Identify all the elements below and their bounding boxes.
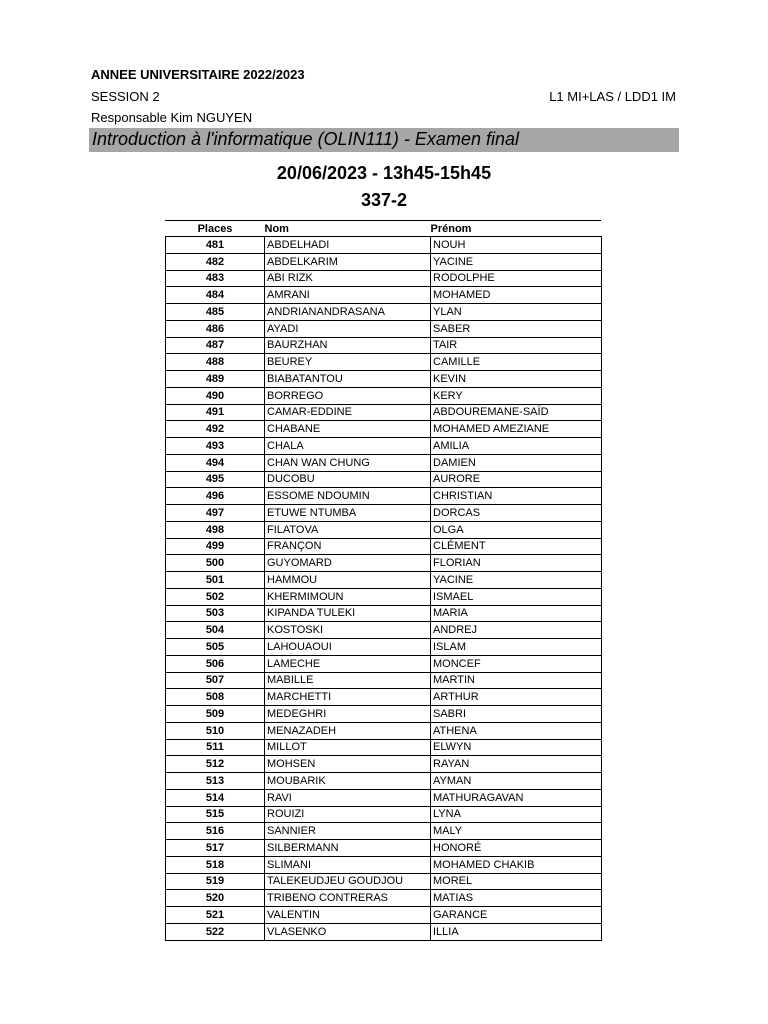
place-cell: 490 — [166, 387, 265, 404]
nom-cell: BORREGO — [265, 387, 431, 404]
nom-cell: RAVI — [265, 789, 431, 806]
place-cell: 483 — [166, 270, 265, 287]
table-row — [166, 287, 602, 304]
prenom-cell: MOHAMED CHAKIB — [431, 856, 602, 873]
table-row — [166, 438, 602, 455]
prenom-cell: MARTIN — [431, 672, 602, 689]
prenom-cell: MARIA — [431, 605, 602, 622]
table-row — [166, 722, 602, 739]
prenom-cell: YLAN — [431, 304, 602, 321]
table-row — [166, 907, 602, 924]
academic-year: ANNEE UNIVERSITAIRE 2022/2023 — [91, 67, 305, 82]
nom-cell: BEUREY — [265, 354, 431, 371]
place-cell: 485 — [166, 304, 265, 321]
table-row — [166, 622, 602, 639]
table-row — [166, 521, 602, 538]
place-cell: 496 — [166, 488, 265, 505]
place-cell: 511 — [166, 739, 265, 756]
table-row — [166, 756, 602, 773]
place-cell: 519 — [166, 873, 265, 890]
table-row — [166, 488, 602, 505]
prenom-cell: HONORÉ — [431, 840, 602, 857]
table-row — [166, 823, 602, 840]
prenom-cell: ILLIA — [431, 923, 602, 940]
place-cell: 501 — [166, 572, 265, 589]
nom-cell: MILLOT — [265, 739, 431, 756]
prenom-cell: AYMAN — [431, 773, 602, 790]
nom-cell: MOUBARIK — [265, 773, 431, 790]
place-cell: 494 — [166, 454, 265, 471]
place-cell: 492 — [166, 421, 265, 438]
place-cell: 513 — [166, 773, 265, 790]
place-cell: 512 — [166, 756, 265, 773]
nom-cell: BIABATANTOU — [265, 371, 431, 388]
nom-cell: AMRANI — [265, 287, 431, 304]
prenom-cell: MOHAMED — [431, 287, 602, 304]
table-row — [166, 505, 602, 522]
nom-cell: CHABANE — [265, 421, 431, 438]
seating-table — [165, 221, 602, 941]
table-row — [166, 320, 602, 337]
prenom-cell: ANDREJ — [431, 622, 602, 639]
nom-cell: BAURZHAN — [265, 337, 431, 354]
nom-cell: MARCHETTI — [265, 689, 431, 706]
nom-cell: SANNIER — [265, 823, 431, 840]
nom-cell: FILATOVA — [265, 521, 431, 538]
table-row — [166, 387, 602, 404]
prenom-cell: ELWYN — [431, 739, 602, 756]
table-row — [166, 806, 602, 823]
responsible-label: Responsable Kim NGUYEN — [91, 110, 253, 125]
table-row — [166, 555, 602, 572]
nom-cell: CAMAR-EDDINE — [265, 404, 431, 421]
table-row — [166, 890, 602, 907]
table-row — [166, 605, 602, 622]
table-row — [166, 588, 602, 605]
table-row — [166, 923, 602, 940]
prenom-cell: TAIR — [431, 337, 602, 354]
place-cell: 493 — [166, 438, 265, 455]
place-cell: 489 — [166, 371, 265, 388]
nom-cell: MOHSEN — [265, 756, 431, 773]
place-cell: 488 — [166, 354, 265, 371]
place-cell: 486 — [166, 320, 265, 337]
prenom-cell: CLÉMENT — [431, 538, 602, 555]
nom-cell: HAMMOU — [265, 572, 431, 589]
prenom-cell: CHRISTIAN — [431, 488, 602, 505]
table-row — [166, 354, 602, 371]
class-label: L1 MI+LAS / LDD1 IM — [549, 89, 676, 104]
prenom-cell: RAYAN — [431, 756, 602, 773]
nom-cell: KOSTOSKI — [265, 622, 431, 639]
prenom-cell: ABDOUREMANE-SAÏD — [431, 404, 602, 421]
table-row — [166, 689, 602, 706]
place-cell: 484 — [166, 287, 265, 304]
header-nom: Nom — [264, 222, 289, 235]
table-row — [166, 706, 602, 723]
prenom-cell: DORCAS — [431, 505, 602, 522]
nom-cell: ABDELKARIM — [265, 253, 431, 270]
nom-cell: LAMECHE — [265, 655, 431, 672]
table-row — [166, 773, 602, 790]
nom-cell: VLASENKO — [265, 923, 431, 940]
exam-room: 337-2 — [360, 190, 408, 210]
table-row — [166, 337, 602, 354]
prenom-cell: ISLAM — [431, 639, 602, 656]
exam-title: Introduction à l'informatique (OLIN111) - Examen final — [92, 129, 519, 149]
place-cell: 510 — [166, 722, 265, 739]
place-cell: 521 — [166, 907, 265, 924]
table-row — [166, 454, 602, 471]
table-row — [166, 404, 602, 421]
place-cell: 506 — [166, 655, 265, 672]
prenom-cell: ISMAEL — [431, 588, 602, 605]
place-cell: 500 — [166, 555, 265, 572]
table-row — [166, 739, 602, 756]
nom-cell: SILBERMANN — [265, 840, 431, 857]
nom-cell: ABDELHADI — [265, 237, 431, 254]
nom-cell: KHERMIMOUN — [265, 588, 431, 605]
nom-cell: DUCOBU — [265, 471, 431, 488]
place-cell: 508 — [166, 689, 265, 706]
place-cell: 522 — [166, 923, 265, 940]
prenom-cell: DAMIEN — [431, 454, 602, 471]
table-row — [166, 237, 602, 254]
place-cell: 517 — [166, 840, 265, 857]
place-cell: 503 — [166, 605, 265, 622]
place-cell: 509 — [166, 706, 265, 723]
header-prenom: Prénom — [430, 222, 472, 235]
prenom-cell: YACINE — [431, 253, 602, 270]
nom-cell: CHALA — [265, 438, 431, 455]
nom-cell: LAHOUAOUI — [265, 639, 431, 656]
prenom-cell: AURORE — [431, 471, 602, 488]
prenom-cell: MONCEF — [431, 655, 602, 672]
place-cell: 505 — [166, 639, 265, 656]
table-row — [166, 538, 602, 555]
table-row — [166, 471, 602, 488]
place-cell: 491 — [166, 404, 265, 421]
exam-title-bar — [89, 128, 679, 152]
nom-cell: VALENTIN — [265, 907, 431, 924]
prenom-cell: KEVIN — [431, 371, 602, 388]
place-cell: 502 — [166, 588, 265, 605]
nom-cell: SLIMANI — [265, 856, 431, 873]
place-cell: 518 — [166, 856, 265, 873]
prenom-cell: MATHURAGAVAN — [431, 789, 602, 806]
prenom-cell: SABER — [431, 320, 602, 337]
nom-cell: AYADI — [265, 320, 431, 337]
place-cell: 520 — [166, 890, 265, 907]
table-row — [166, 253, 602, 270]
nom-cell: ETUWE NTUMBA — [265, 505, 431, 522]
prenom-cell: FLORIAN — [431, 555, 602, 572]
table-row — [166, 639, 602, 656]
table-row — [166, 840, 602, 857]
table-row — [166, 304, 602, 321]
nom-cell: GUYOMARD — [265, 555, 431, 572]
prenom-cell: AMILIA — [431, 438, 602, 455]
place-cell: 516 — [166, 823, 265, 840]
prenom-cell: RODOLPHE — [431, 270, 602, 287]
exam-datetime: 20/06/2023 - 13h45-15h45 — [276, 163, 492, 183]
nom-cell: ROUIZI — [265, 806, 431, 823]
place-cell: 499 — [166, 538, 265, 555]
nom-cell: ESSOME NDOUMIN — [265, 488, 431, 505]
prenom-cell: MOHAMED AMEZIANE — [431, 421, 602, 438]
place-cell: 495 — [166, 471, 265, 488]
place-cell: 514 — [166, 789, 265, 806]
table-row — [166, 572, 602, 589]
session-label: SESSION 2 — [91, 89, 160, 104]
prenom-cell: MALY — [431, 823, 602, 840]
place-cell: 507 — [166, 672, 265, 689]
nom-cell: MEDEGHRI — [265, 706, 431, 723]
place-cell: 504 — [166, 622, 265, 639]
table-row — [166, 672, 602, 689]
prenom-cell: GARANCE — [431, 907, 602, 924]
table-header-row — [166, 221, 602, 237]
prenom-cell: YACINE — [431, 572, 602, 589]
place-cell: 481 — [166, 237, 265, 254]
place-cell: 498 — [166, 521, 265, 538]
prenom-cell: ATHENA — [431, 722, 602, 739]
table-row — [166, 421, 602, 438]
place-cell: 515 — [166, 806, 265, 823]
header-places: Places — [197, 222, 233, 235]
prenom-cell: NOUH — [431, 237, 602, 254]
prenom-cell: LYNA — [431, 806, 602, 823]
nom-cell: MENAZADEH — [265, 722, 431, 739]
table-row — [166, 270, 602, 287]
prenom-cell: MATIAS — [431, 890, 602, 907]
prenom-cell: KERY — [431, 387, 602, 404]
prenom-cell: ARTHUR — [431, 689, 602, 706]
table-row — [166, 371, 602, 388]
table-row — [166, 856, 602, 873]
nom-cell: TALEKEUDJEU GOUDJOU — [265, 873, 431, 890]
place-cell: 497 — [166, 505, 265, 522]
nom-cell: ABI RIZK — [265, 270, 431, 287]
nom-cell: MABILLE — [265, 672, 431, 689]
table-row — [166, 873, 602, 890]
prenom-cell: MOREL — [431, 873, 602, 890]
nom-cell: TRIBENO CONTRERAS — [265, 890, 431, 907]
prenom-cell: OLGA — [431, 521, 602, 538]
prenom-cell: SABRI — [431, 706, 602, 723]
table-row — [166, 789, 602, 806]
nom-cell: KIPANDA TULEKI — [265, 605, 431, 622]
table-row — [166, 655, 602, 672]
prenom-cell: CAMILLE — [431, 354, 602, 371]
place-cell: 482 — [166, 253, 265, 270]
nom-cell: CHAN WAN CHUNG — [265, 454, 431, 471]
nom-cell: FRANÇON — [265, 538, 431, 555]
place-cell: 487 — [166, 337, 265, 354]
nom-cell: ANDRIANANDRASANA — [265, 304, 431, 321]
